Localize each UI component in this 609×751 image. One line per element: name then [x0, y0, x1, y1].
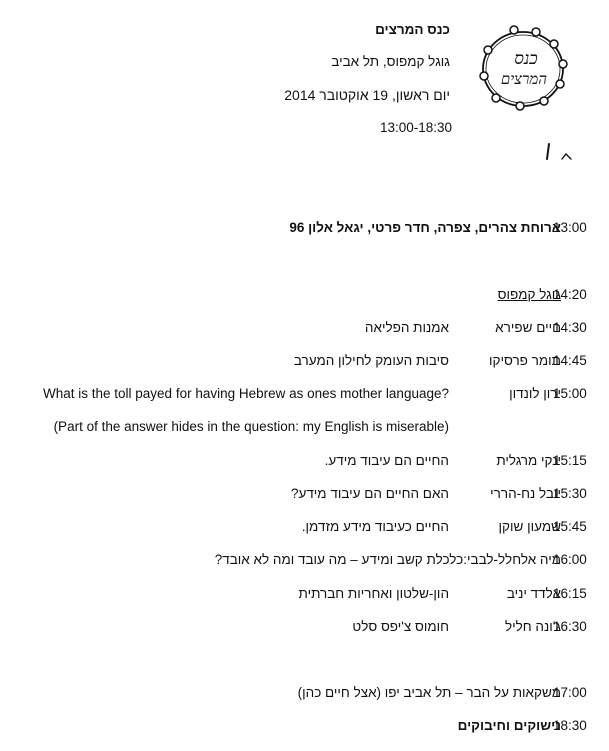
- schedule-time: 14:20: [553, 287, 587, 302]
- talk-title: החיים כעיבוד מידע מזדמן.: [301, 519, 449, 534]
- logo-text-line2: המרצים: [500, 70, 548, 88]
- drinks-text: משקאות על הבר – תל אביב יפו (אצל חיים כהן): [297, 685, 561, 700]
- hours-text: 13:00-18:30: [380, 120, 453, 135]
- speaker-name: ינקי מרגלית: [496, 453, 561, 468]
- talk-title: החיים הם עיבוד מידע.: [324, 453, 449, 468]
- talk-subtitle: (Part of the answer hides in the question: my English is miserable): [53, 419, 449, 434]
- schedule-time: 17:00: [553, 685, 587, 700]
- schedule-time: 16:15: [553, 586, 587, 601]
- schedule-time: 13:00: [553, 220, 587, 235]
- speaker-name: שמעון שוקן: [498, 519, 561, 534]
- schedule-time: 14:45: [553, 353, 587, 368]
- talk-title: What is the toll payed for having Hebrew as ones mother language?: [43, 386, 449, 401]
- schedule-time: 14:30: [553, 320, 587, 335]
- scribble-mark: [540, 140, 580, 164]
- logo-ring-icon: [474, 22, 572, 114]
- lunch-text: ארוחת צהרים, צפרה, חדר פרטי, יגאל אלון 96: [289, 220, 561, 235]
- talk-title: האם החיים הם עיבוד מידע?: [290, 486, 449, 501]
- speaker-name: יובל נח-הררי: [490, 486, 561, 501]
- date-text: יום ראשון, 19 אוקטובר 2014: [284, 87, 450, 103]
- schedule-time: 16:00: [553, 552, 587, 567]
- talk-title: סיבות העומק לחילון המערב: [293, 353, 449, 368]
- talk-title: חומוס צ'יפס סלט: [352, 619, 449, 634]
- schedule-time: 18:30: [553, 718, 587, 733]
- schedule-time: 15:45: [553, 519, 587, 534]
- speaker-name: חיים שפירא: [495, 320, 561, 335]
- talk-title: אמנות הפליאה: [364, 320, 449, 335]
- venue-text: גוגל קמפוס, תל אביב: [331, 54, 450, 69]
- speaker-talk-combined: מיה אלחלל-לבבי:כלכלת קשב ומידע – מה עובד ומה לא אובד?: [214, 552, 561, 567]
- schedule-time: 16:30: [553, 619, 587, 634]
- logo-text-line1: כנס: [514, 49, 538, 69]
- schedule-time: 15:30: [553, 486, 587, 501]
- speaker-name: ג'ונה חליל: [504, 619, 561, 634]
- schedule-time: 15:00: [553, 386, 587, 401]
- speaker-name: ירון לונדון: [509, 386, 561, 401]
- speaker-name: תומר פרסיקו: [489, 353, 561, 368]
- page-title: כנס המרצים: [375, 22, 450, 37]
- speaker-name: אלדד יניב: [506, 586, 561, 601]
- talk-title: הון-שלטון ואחריות חברתית: [298, 586, 449, 601]
- session-heading: גוגל קמפוס: [497, 287, 561, 302]
- scribble-icon: [540, 140, 580, 164]
- schedule-time: 15:15: [553, 453, 587, 468]
- conference-logo: [474, 22, 572, 114]
- closing-text: נישוקים וחיבוקים: [457, 718, 561, 733]
